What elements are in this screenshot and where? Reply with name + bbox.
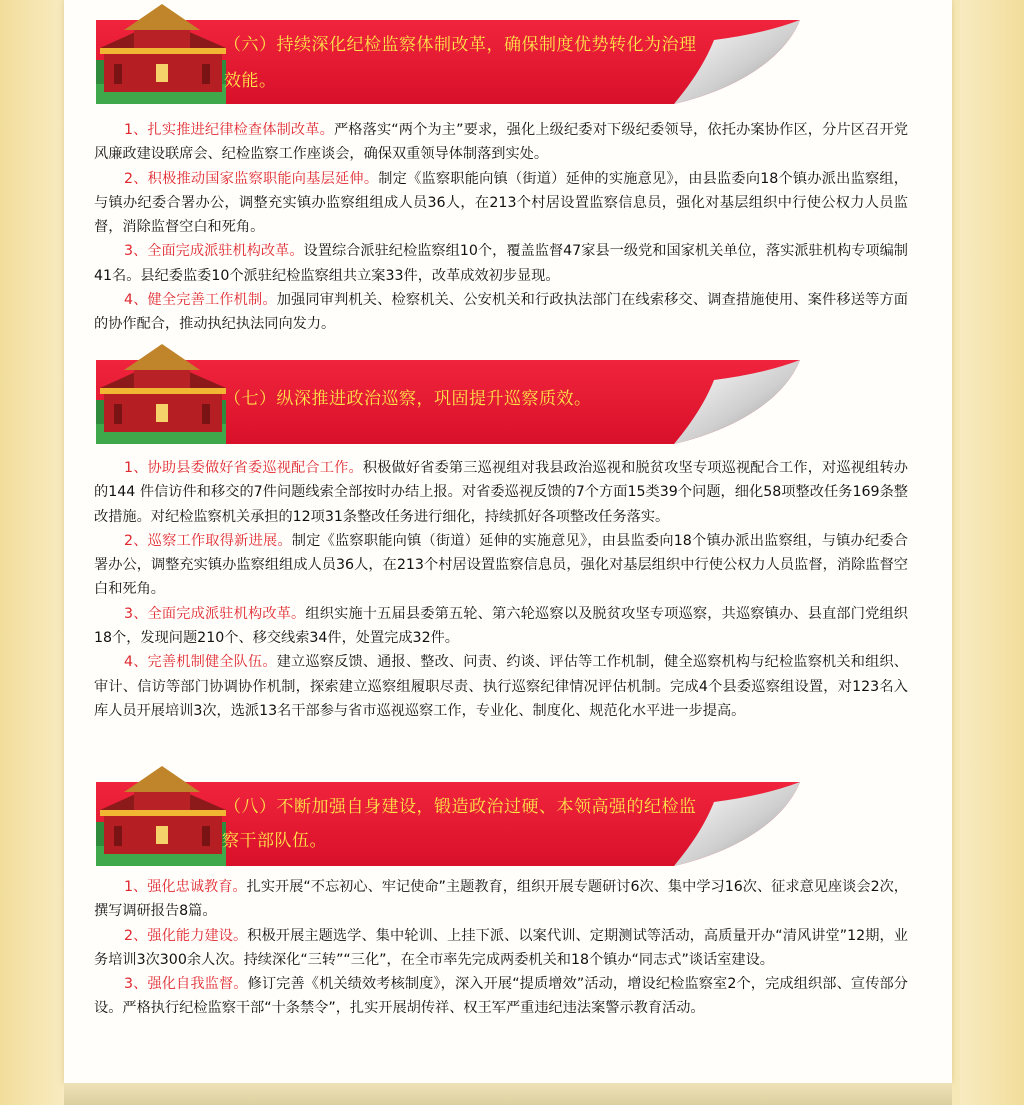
list-item: 1、强化忠诚教育。扎实开展“不忘初心、牢记使命”主题教育，组织开展专题研讨6次、集中学习16次、征求意见座谈会2次，撰写调研报告8篇。 [94, 879, 908, 920]
banner-title-line2: 效能。 [224, 71, 277, 91]
list-item: 3、全面完成派驻机构改革。设置综合派驻纪检监察组10个，覆盖监督47家县一级党和国家机关单位，落实派驻机构专项编制41名。县纪委监委10个派驻纪检监察组共立案33件，改革成效初步显现。 [94, 243, 908, 284]
section-banner-6 [94, 0, 802, 106]
list-item: 2、强化能力建设。积极开展主题选学、集中轮训、上挂下派、以案代训、定期测试等活动，高质量开办“清风讲堂”12期，业务培训3次300余人次。持续深化“三转”“三化”，在全市率先完成两委机关和18个镇办“同志式”谈话室建设。 [94, 927, 908, 968]
page-bottom-edge [64, 1083, 952, 1105]
banner-title-line1: （六）持续深化纪检监察体制改革，确保制度优势转化为治理 [224, 35, 697, 55]
page-margin-right [960, 0, 1024, 1105]
banner-title-line2: 察干部队伍。 [222, 831, 327, 851]
list-item: 2、巡察工作取得新进展。制定《监察职能向镇（街道）延伸的实施意见》，由县监委向18个镇办派出监察组，与镇办纪委合署办公，调整充实镇办监察组组成人员36人，在213个村居设置监察信息员，强化对基层组织中行使公权力人员监督，消除监督空白和死角。 [94, 532, 908, 598]
page-margin-left [0, 0, 64, 1105]
banner-title-line1: （七）纵深推进政治巡察，巩固提升巡察质效。 [224, 389, 592, 409]
banner-title-line1: （八）不断加强自身建设，锻造政治过硬、本领高强的纪检监 [224, 797, 697, 817]
list-item: 4、完善机制健全队伍。建立巡察反馈、通报、整改、问责、约谈、评估等工作机制，健全巡察机构与纪检监察机关和组织、审计、信访等部门协调协作机制，探索建立巡察组履职尽责、执行巡察纪律情况评估机制。完成4个县委巡察组设置，对123名入库人员开展培训3次，选派13名干部参与省市巡视巡察工作，专业化、制度化、规范化水平进一步提高。 [94, 654, 908, 719]
section-body-6 [94, 118, 908, 337]
section-banner-8 [94, 762, 802, 868]
list-item: 4、健全完善工作机制。加强同审判机关、检察机关、公安机关和行政执法部门在线索移交、调查措施使用、案件移送等方面的协作配合，推动执纪执法同向发力。 [94, 292, 908, 333]
list-item: 3、全面完成派驻机构改革。组织实施十五届县委第五轮、第六轮巡察以及脱贫攻坚专项巡察，共巡察镇办、县直部门党组织18个，发现问题210个、移交线索34件，处置完成32件。 [94, 605, 908, 647]
list-item: 1、扎实推进纪律检查体制改革。严格落实“两个为主”要求，强化上级纪委对下级纪委领导，依托办案协作区，分片区召开党风廉政建设联席会、纪检监察工作座谈会，确保双重领导体制落到实处。 [94, 122, 909, 163]
list-item: 2、积极推动国家监察职能向基层延伸。制定《监察职能向镇（街道）延伸的实施意见》，由县监委向18个镇办派出监察组，与镇办纪委合署办公，调整充实镇办监察组组成人员36人，在213个村居设置监察信息员，强化对基层组织中行使公权力人员监督，消除监督空白和死角。 [94, 170, 908, 236]
list-item: 1、协助县委做好省委巡视配合工作。积极做好省委第三巡视组对我县政治巡视和脱贫攻坚专项巡视配合工作，对巡视组转办的144 件信访件和移交的7件问题线索全部按时办结上报。对省委巡视反馈的7个方面15类39个问题，细化58项整改任务169条整改措施。对纪检监察机关承担的12项31条整改任务进行细化，持续抓好各项整改任务落实。 [94, 460, 908, 525]
list-item: 3、强化自我监督。修订完善《机关绩效考核制度》，深入开展“提质增效”活动，增设纪检监察室2个，完成组织部、宣传部分设。严格执行纪检监察干部“十条禁令”，扎实开展胡传祥、权王军严重违纪违法案警示教育活动。 [94, 976, 908, 1017]
section-body-8 [94, 875, 908, 1021]
section-banner-7 [94, 340, 802, 446]
section-body-7 [94, 456, 908, 723]
